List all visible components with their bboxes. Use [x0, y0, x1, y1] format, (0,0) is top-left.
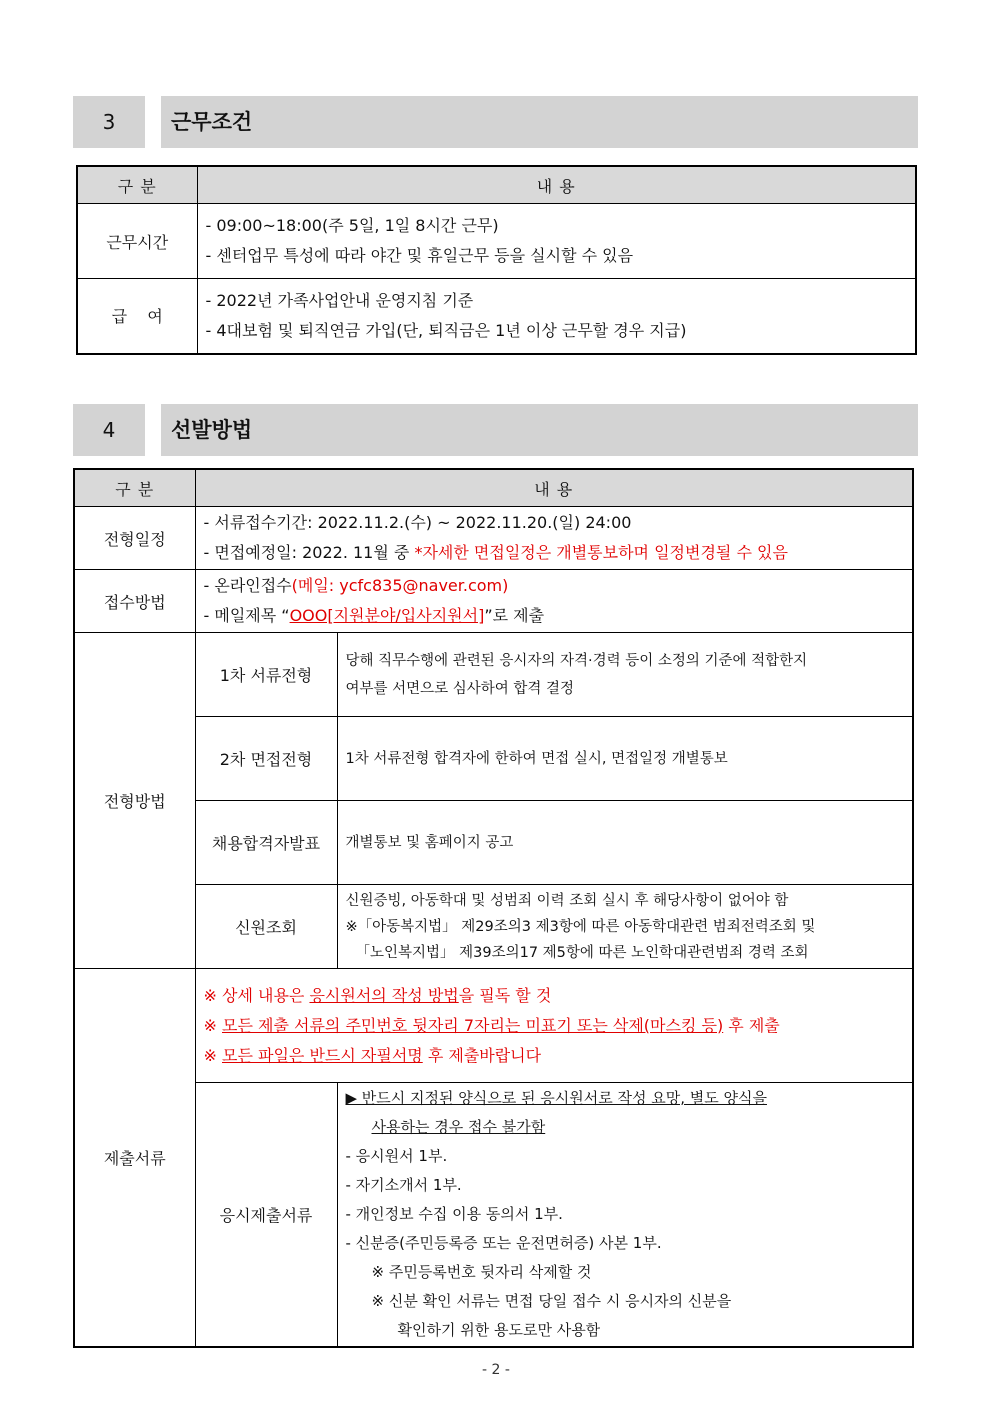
- apply-line: [204, 601, 905, 631]
- note-text: 후 제출: [723, 1015, 780, 1035]
- note-mark: ※: [203, 1015, 222, 1035]
- desc-line: 「노인복지법」 제39조의17 제5항에 따른 노인학대관련범죄 경력 조회: [355, 944, 809, 961]
- step-description: [337, 633, 913, 717]
- schedule-line: [204, 538, 905, 568]
- row-label-documents: 제출서류: [74, 969, 195, 1347]
- note-underlined: 모든 제출 서류의 주민번호 뒷자리 7자리는 미표기 또는 삭제(마스킹 등): [222, 1015, 724, 1035]
- doc-sub-note-cont: 확인하기 위한 용도로만 사용함: [397, 1320, 601, 1339]
- step-name: 신원조회: [195, 885, 337, 969]
- desc-line: 개별통보 및 홈페이지 공고: [345, 834, 514, 851]
- note-mark: ※: [203, 1045, 222, 1065]
- work-conditions-table: [76, 165, 917, 355]
- schedule-line: - 서류접수기간: 2022.11.2.(수) ~ 2022.11.20.(일) 24:00: [203, 513, 632, 532]
- doc-sub-note: ※ 주민등록번호 뒷자리 삭제할 것: [371, 1262, 592, 1281]
- section-title: 선발방법: [161, 404, 918, 456]
- interview-note: *자세한 면접일정은 개별통보하며 일정변경될 수 있음: [414, 543, 788, 562]
- desc-line: ※「아동복지법」 제29조의3 제3항에 따른 아동학대관련 범죄전력조회 및: [345, 918, 816, 935]
- mail-subject-label: - 메일제목 “: [203, 606, 290, 625]
- doc-sub-note: ※ 신분 확인 서류는 면접 당일 접수 시 응시자의 신분을: [371, 1291, 732, 1310]
- content-line: - 센터업무 특성에 따라 야간 및 휴일근무 등을 실시할 수 있음: [205, 246, 634, 265]
- step-description: [337, 885, 913, 969]
- row-content-salary: [197, 279, 916, 354]
- row-content-schedule: [195, 507, 913, 570]
- row-label-method: 전형방법: [74, 633, 195, 969]
- note-text: 후 제출바랍니다: [422, 1045, 542, 1065]
- row-label-schedule: 전형일정: [74, 507, 195, 570]
- mail-subject-suffix: ”로 제출: [484, 606, 545, 625]
- section-3-header: [73, 96, 918, 148]
- content-line: - 09:00~18:00(주 5일, 1일 8시간 근무): [205, 216, 499, 235]
- row-label-salary: 급 여: [77, 279, 197, 354]
- section-title: 근무조건: [161, 96, 918, 148]
- note-text: 을 필독 할 것: [458, 985, 552, 1005]
- table-header-category: 구 분: [74, 469, 195, 507]
- documents-notes: [195, 969, 913, 1083]
- doc-item: - 자기소개서 1부.: [345, 1175, 462, 1194]
- mail-subject-format: OOO[지원분야/입사지원서]: [289, 606, 485, 625]
- doc-item: - 응시원서 1부.: [345, 1146, 448, 1165]
- doc-item: - 신분증(주민등록증 또는 운전면허증) 사본 1부.: [345, 1233, 662, 1252]
- note-text: 상세 내용은: [222, 985, 310, 1005]
- table-header-category: 구 분: [77, 166, 197, 204]
- note-underlined: 응시원서의 작성 방법: [309, 985, 459, 1005]
- step-description: [337, 801, 913, 885]
- content-line: - 4대보험 및 퇴직연금 가입(단, 퇴직금은 1년 이상 근무할 경우 지급): [205, 320, 687, 340]
- selection-method-table: [73, 468, 914, 1348]
- step-description: [337, 717, 913, 801]
- desc-line: 1차 서류전형 합격자에 한하여 면접 실시, 면접일정 개별통보: [345, 750, 728, 767]
- page-number: - 2 -: [482, 1362, 510, 1378]
- row-label-work-hours: 근무시간: [77, 204, 197, 279]
- note-line: [204, 981, 905, 1011]
- note-underlined: 모든 파일은 반드시 자필서명: [222, 1045, 423, 1065]
- sub-label-application-docs: 응시제출서류: [195, 1083, 337, 1347]
- step-name: 채용합격자발표: [195, 801, 337, 885]
- arrow-line-cont: 사용하는 경우 접수 불가함: [371, 1117, 546, 1136]
- note-line: [204, 1041, 905, 1071]
- row-label-apply: 접수방법: [74, 570, 195, 633]
- email-address[interactable]: (메일: ycfc835@naver.com): [291, 576, 509, 595]
- apply-line: [204, 571, 905, 601]
- table-header-content: 내 용: [197, 166, 916, 204]
- doc-item: - 개인정보 수집 이용 동의서 1부.: [345, 1204, 563, 1223]
- section-number: 3: [73, 96, 145, 148]
- online-apply: - 온라인접수: [203, 576, 292, 595]
- desc-line: 당해 직무수행에 관련된 응시자의 자격·경력 등이 소정의 기준에 적합한지: [345, 652, 808, 669]
- desc-line: 신원증빙, 아동학대 및 성범죄 이력 조회 실시 후 해당사항이 없어야 함: [345, 892, 789, 909]
- note-line: [204, 1011, 905, 1041]
- desc-line: 여부를 서면으로 심사하여 합격 결정: [345, 680, 575, 697]
- row-content-work-hours: [197, 204, 916, 279]
- section-4-header: [73, 404, 918, 456]
- section-number: 4: [73, 404, 145, 456]
- application-docs-list: [337, 1083, 913, 1347]
- table-header-content: 내 용: [195, 469, 913, 507]
- step-name: 1차 서류전형: [195, 633, 337, 717]
- content-line: - 2022년 가족사업안내 운영지침 기준: [205, 290, 474, 310]
- interview-date: - 면접예정일: 2022. 11월 중: [203, 543, 415, 562]
- row-content-apply: [195, 570, 913, 633]
- note-mark: ※: [203, 985, 222, 1005]
- step-name: 2차 면접전형: [195, 717, 337, 801]
- arrow-line: ▶ 반드시 지정된 양식으로 된 응시원서로 작성 요망, 별도 양식을: [345, 1088, 767, 1107]
